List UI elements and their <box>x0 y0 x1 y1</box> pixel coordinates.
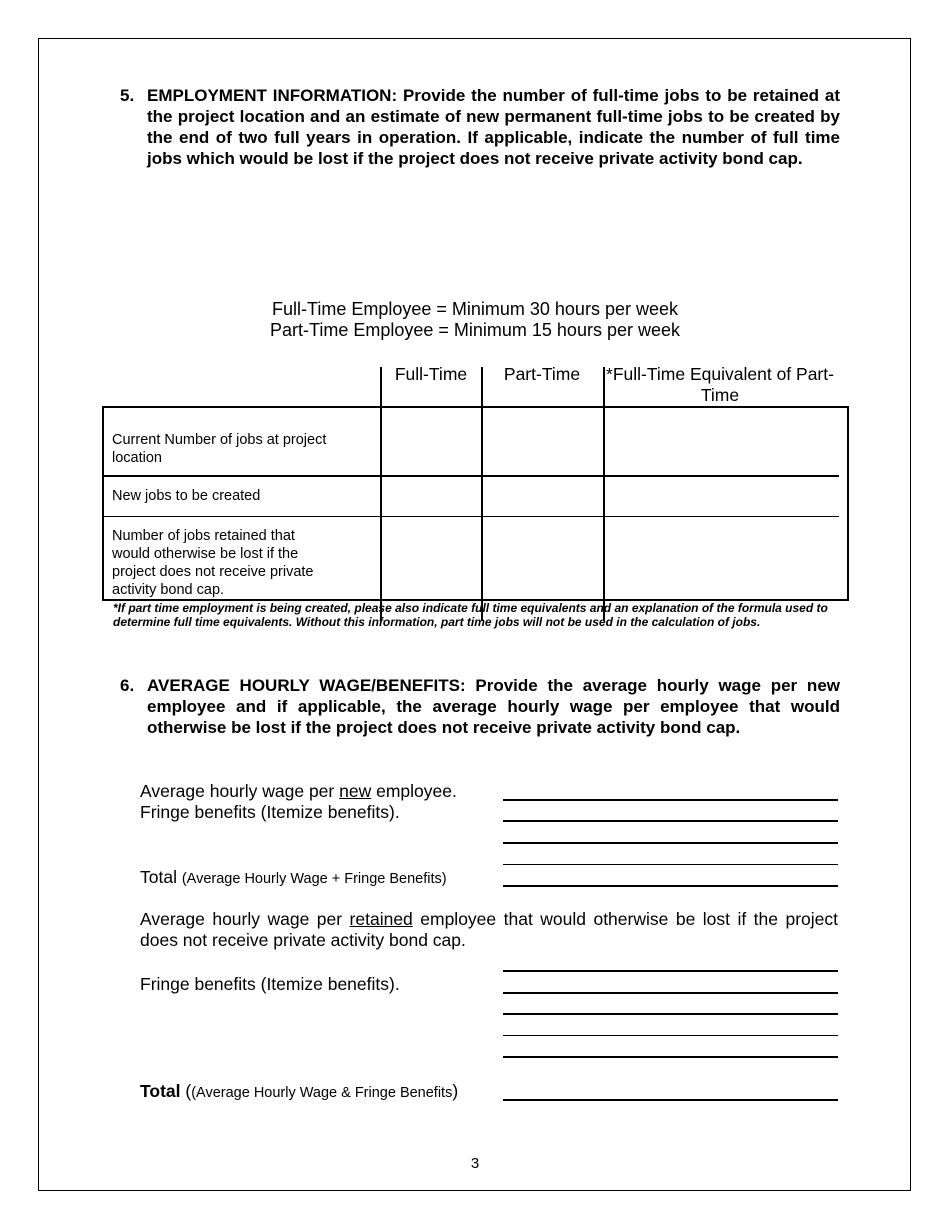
cell-retained-full-time[interactable] <box>382 518 480 598</box>
header-fte: *Full-Time Equivalent of Part-Time <box>606 364 834 405</box>
total-label-2: Total ((Average Hourly Wage & Fringe Benefits) <box>140 1081 459 1101</box>
full-time-definition: Full-Time Employee = Minimum 30 hours per week <box>272 299 678 319</box>
label-text: employee that would otherwise be lost if the project does not receive private activity bond cap. <box>140 909 839 950</box>
label-text: (Average Hourly Wage & Fringe Benefits <box>191 1085 453 1101</box>
cell-retained-part-time[interactable] <box>483 518 602 598</box>
fringe-line[interactable] <box>503 1056 838 1058</box>
total-line[interactable] <box>503 1099 838 1101</box>
cell-retained-fte[interactable] <box>605 518 845 598</box>
new-wage-label <box>140 781 457 802</box>
section-number: 5. <box>120 86 135 105</box>
total-label-1 <box>140 867 447 890</box>
label-underlined: new <box>339 781 372 801</box>
cell-current-full-time[interactable] <box>382 408 480 474</box>
new-wage-line[interactable] <box>503 799 838 801</box>
fringe-line[interactable] <box>503 992 838 994</box>
section-5-heading <box>120 85 840 169</box>
section-text: EMPLOYMENT INFORMATION: Provide the number of full-time jobs to be retained at the project location and an estimate of new permanent full-time jobs to be created by the end of two full years in operation. If applicable, indicate the number of full time jobs which would be lost if the project does not receive private activity bond cap. <box>147 86 840 168</box>
label-text: Average hourly wage per <box>140 909 350 929</box>
label-underlined: retained <box>349 909 413 929</box>
row-label-current: Current Number of jobs at project location <box>112 432 327 466</box>
fringe-line[interactable] <box>503 842 838 844</box>
label-text: ) <box>452 1081 459 1101</box>
label-text: Total <box>140 867 177 887</box>
label-text: employee. <box>371 781 457 801</box>
label-text: Average hourly wage per <box>140 781 340 801</box>
label-text: Total <box>140 1081 181 1101</box>
header-full-time: Full-Time <box>394 364 468 384</box>
fringe-line[interactable] <box>503 864 838 865</box>
section-6-heading <box>120 675 840 738</box>
retained-wage-line[interactable] <box>503 970 838 972</box>
fringe-label-1: Fringe benefits (Itemize benefits). <box>140 802 400 822</box>
total-line[interactable] <box>503 885 838 887</box>
section-text: AVERAGE HOURLY WAGE/BENEFITS: Provide the average hourly wage per new employee and if applicable, the average hourly wage per employee that would otherwise be lost if the project does not receive private activity bond cap. <box>147 676 840 737</box>
cell-current-part-time[interactable] <box>483 408 602 474</box>
row-label-retained: Number of jobs retained that would otherwise be lost if the project does not receive private activity bond cap. <box>112 528 314 598</box>
fringe-line[interactable] <box>503 1013 838 1015</box>
table-footnote: *If part time employment is being created, please also indicate full time equivalents and an explanation of the formula used to determine full time equivalents. Without this information, part time jobs will not be used in the calculation of jobs. <box>113 601 828 629</box>
fringe-line[interactable] <box>503 1035 838 1036</box>
row-label-new: New jobs to be created <box>112 488 261 504</box>
cell-new-part-time[interactable] <box>483 477 602 515</box>
cell-current-fte[interactable] <box>605 408 845 474</box>
label-text: (Average Hourly Wage + Fringe Benefits) <box>181 871 447 887</box>
cell-new-full-time[interactable] <box>382 477 480 515</box>
fringe-label-2: Fringe benefits (Itemize benefits). <box>140 974 400 994</box>
section-number: 6. <box>120 676 135 695</box>
cell-new-fte[interactable] <box>605 477 845 515</box>
fringe-line[interactable] <box>503 820 838 822</box>
header-part-time: Part-Time <box>503 364 581 384</box>
part-time-definition: Part-Time Employee = Minimum 15 hours per week <box>270 320 680 340</box>
row-divider <box>102 516 839 517</box>
page-number: 3 <box>470 1155 480 1172</box>
retained-wage-label <box>140 909 838 951</box>
